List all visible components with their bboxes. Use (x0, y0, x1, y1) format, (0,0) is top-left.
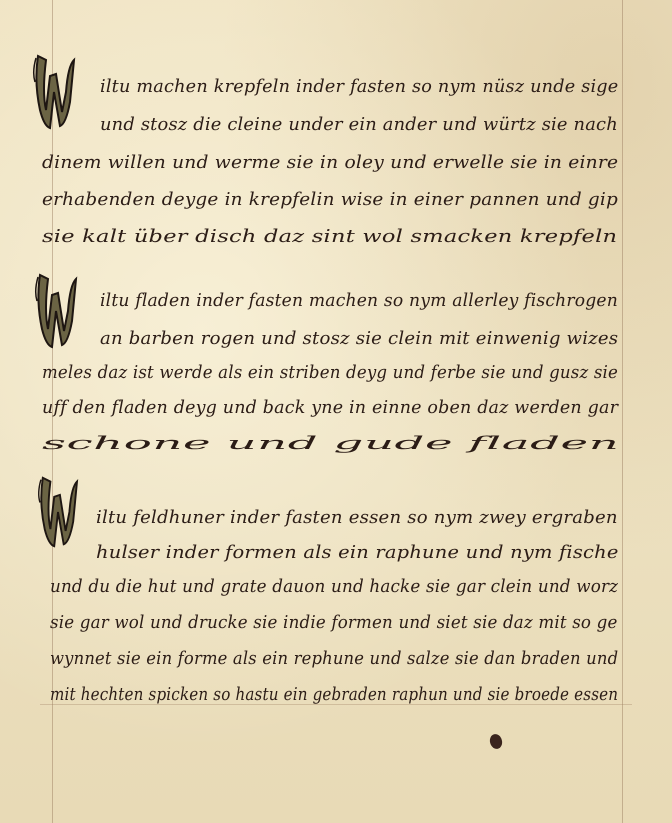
text-line: hulser inder formen als ein raphune und nym fische (96, 542, 619, 563)
text-line: und stosz die cleine under ein ander und würtz sie nach (100, 114, 618, 135)
margin-rule-right (622, 0, 623, 823)
text-line: sie kalt über disch daz sint wol smacken krepfeln (42, 226, 618, 247)
text-line: mit hechten spicken so hastu ein gebraden raphun und sie broede essen (50, 684, 619, 705)
text-line: und du die hut und grate dauon und hacke sie gar clein und worz (50, 576, 619, 597)
text-line: iltu fladen inder fasten machen so nym allerley fischrogen (100, 290, 619, 311)
text-line: meles daz ist werde als ein striben deyg und ferbe sie und gusz sie (42, 362, 619, 383)
text-line: wynnet sie ein forme als ein rephune und salze sie dan braden und (50, 648, 619, 669)
text-line: erhabenden deyge in krepfelin wise in einer pannen und gip (42, 189, 618, 210)
text-line: schone und gude fladen (42, 433, 620, 454)
text-line: iltu machen krepfeln inder fasten so nym nüsz unde sige (100, 76, 619, 97)
text-line: an barben rogen und stosz sie clein mit einwenig wizes (100, 328, 619, 349)
ink-blot (488, 733, 503, 751)
text-line: dinem willen und werme sie in oley und erwelle sie in einre (42, 152, 619, 173)
decorated-initial-w (34, 266, 78, 356)
text-line: iltu feldhuner inder fasten essen so nym zwey ergraben (96, 507, 618, 528)
text-line: uff den fladen deyg und back yne in einne oben daz werden gar (42, 397, 619, 418)
text-line: sie gar wol und drucke sie indie formen und siet sie daz mit so ge (50, 612, 618, 633)
decorated-initial-w (32, 52, 76, 132)
decorated-initial-w (36, 474, 80, 550)
